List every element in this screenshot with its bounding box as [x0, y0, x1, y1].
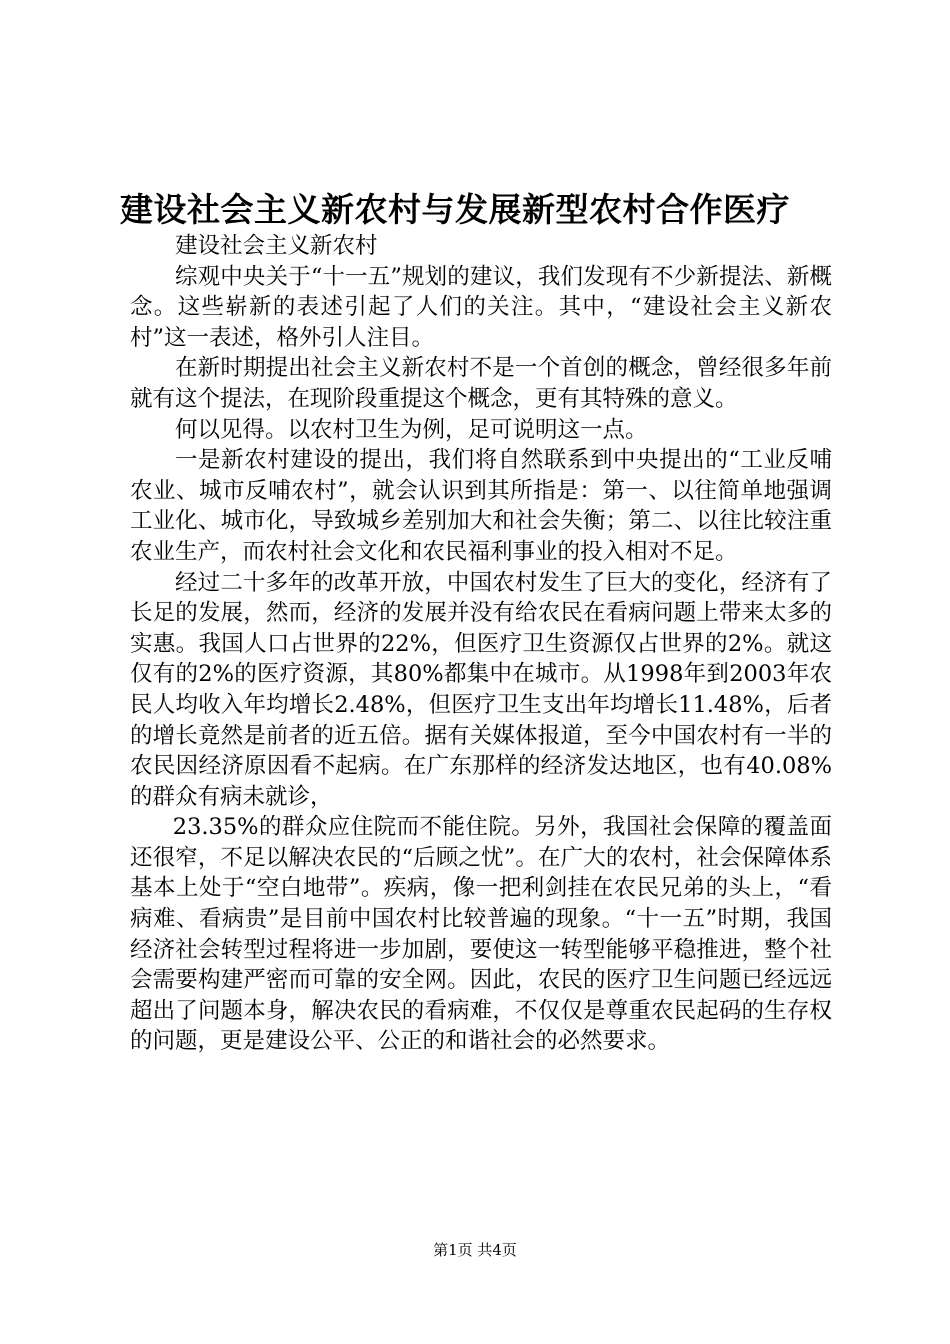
- page-footer: 第1页 共4页: [433, 1241, 517, 1259]
- paragraph: 一是新农村建设的提出，我们将自然联系到中央提出的“工业反哺农业、城市反哺农村”，就会认识到其所指是：第一、以往简单地强调工业化、城市化，导致城乡差别加大和社会失衡；第二、以往比较注重农业生产，而农村社会文化和农民福利事业的投入相对不足。: [130, 447, 832, 565]
- document-title: 建设社会主义新农村与发展新型农村合作医疗: [120, 190, 790, 229]
- paragraph: 在新时期提出社会主义新农村不是一个首创的概念，曾经很多年前就有这个提法，在现阶段重提这个概念，更有其特殊的意义。: [130, 355, 832, 412]
- paragraph: 综观中央关于“十一五”规划的建议，我们发现有不少新提法、新概念。这些崭新的表述引起了人们的关注。其中，“建设社会主义新农村”这一表述，格外引人注目。: [130, 263, 832, 351]
- paragraph: 23.35%的群众应住院而不能住院。另外，我国社会保障的覆盖面还很窄，不足以解决农民的“后顾之忧”。在广大的农村，社会保障体系基本上处于“空白地带”。疾病，像一把利剑挂在农民兄弟的头上，“看病难、看病贵”是目前中国农村比较普遍的现象。“十一五”时期，我国经济社会转型过程将进一步加剧，要使这一转型能够平稳推进，整个社会需要构建严密而可靠的安全网。因此，农民的医疗卫生问题已经远远超出了问题本身，解决农民的看病难，不仅仅是尊重农民起码的生存权的问题，更是建设公平、公正的和谐社会的必然要求。: [130, 814, 832, 1055]
- paragraph: 经过二十多年的改革开放，中国农村发生了巨大的变化，经济有了长足的发展，然而，经济的发展并没有给农民在看病问题上带来太多的实惠。我国人口占世界的22%，但医疗卫生资源仅占世界的2%。就这仅有的2%的医疗资源，其80%都集中在城市。从1998年到2003年农民人均收入年均增长2.48%，但医疗卫生支出年均增长11.48%，后者的增长竟然是前者的近五倍。据有关媒体报道，至今中国农村有一半的农民因经济原因看不起病。在广东那样的经济发达地区，也有40.08%的群众有病未就诊，: [130, 569, 832, 810]
- paragraph: 何以见得。以农村卫生为例，足可说明这一点。: [175, 416, 648, 443]
- section-heading: 建设社会主义新农村: [175, 233, 378, 259]
- document-body: [130, 231, 832, 1057]
